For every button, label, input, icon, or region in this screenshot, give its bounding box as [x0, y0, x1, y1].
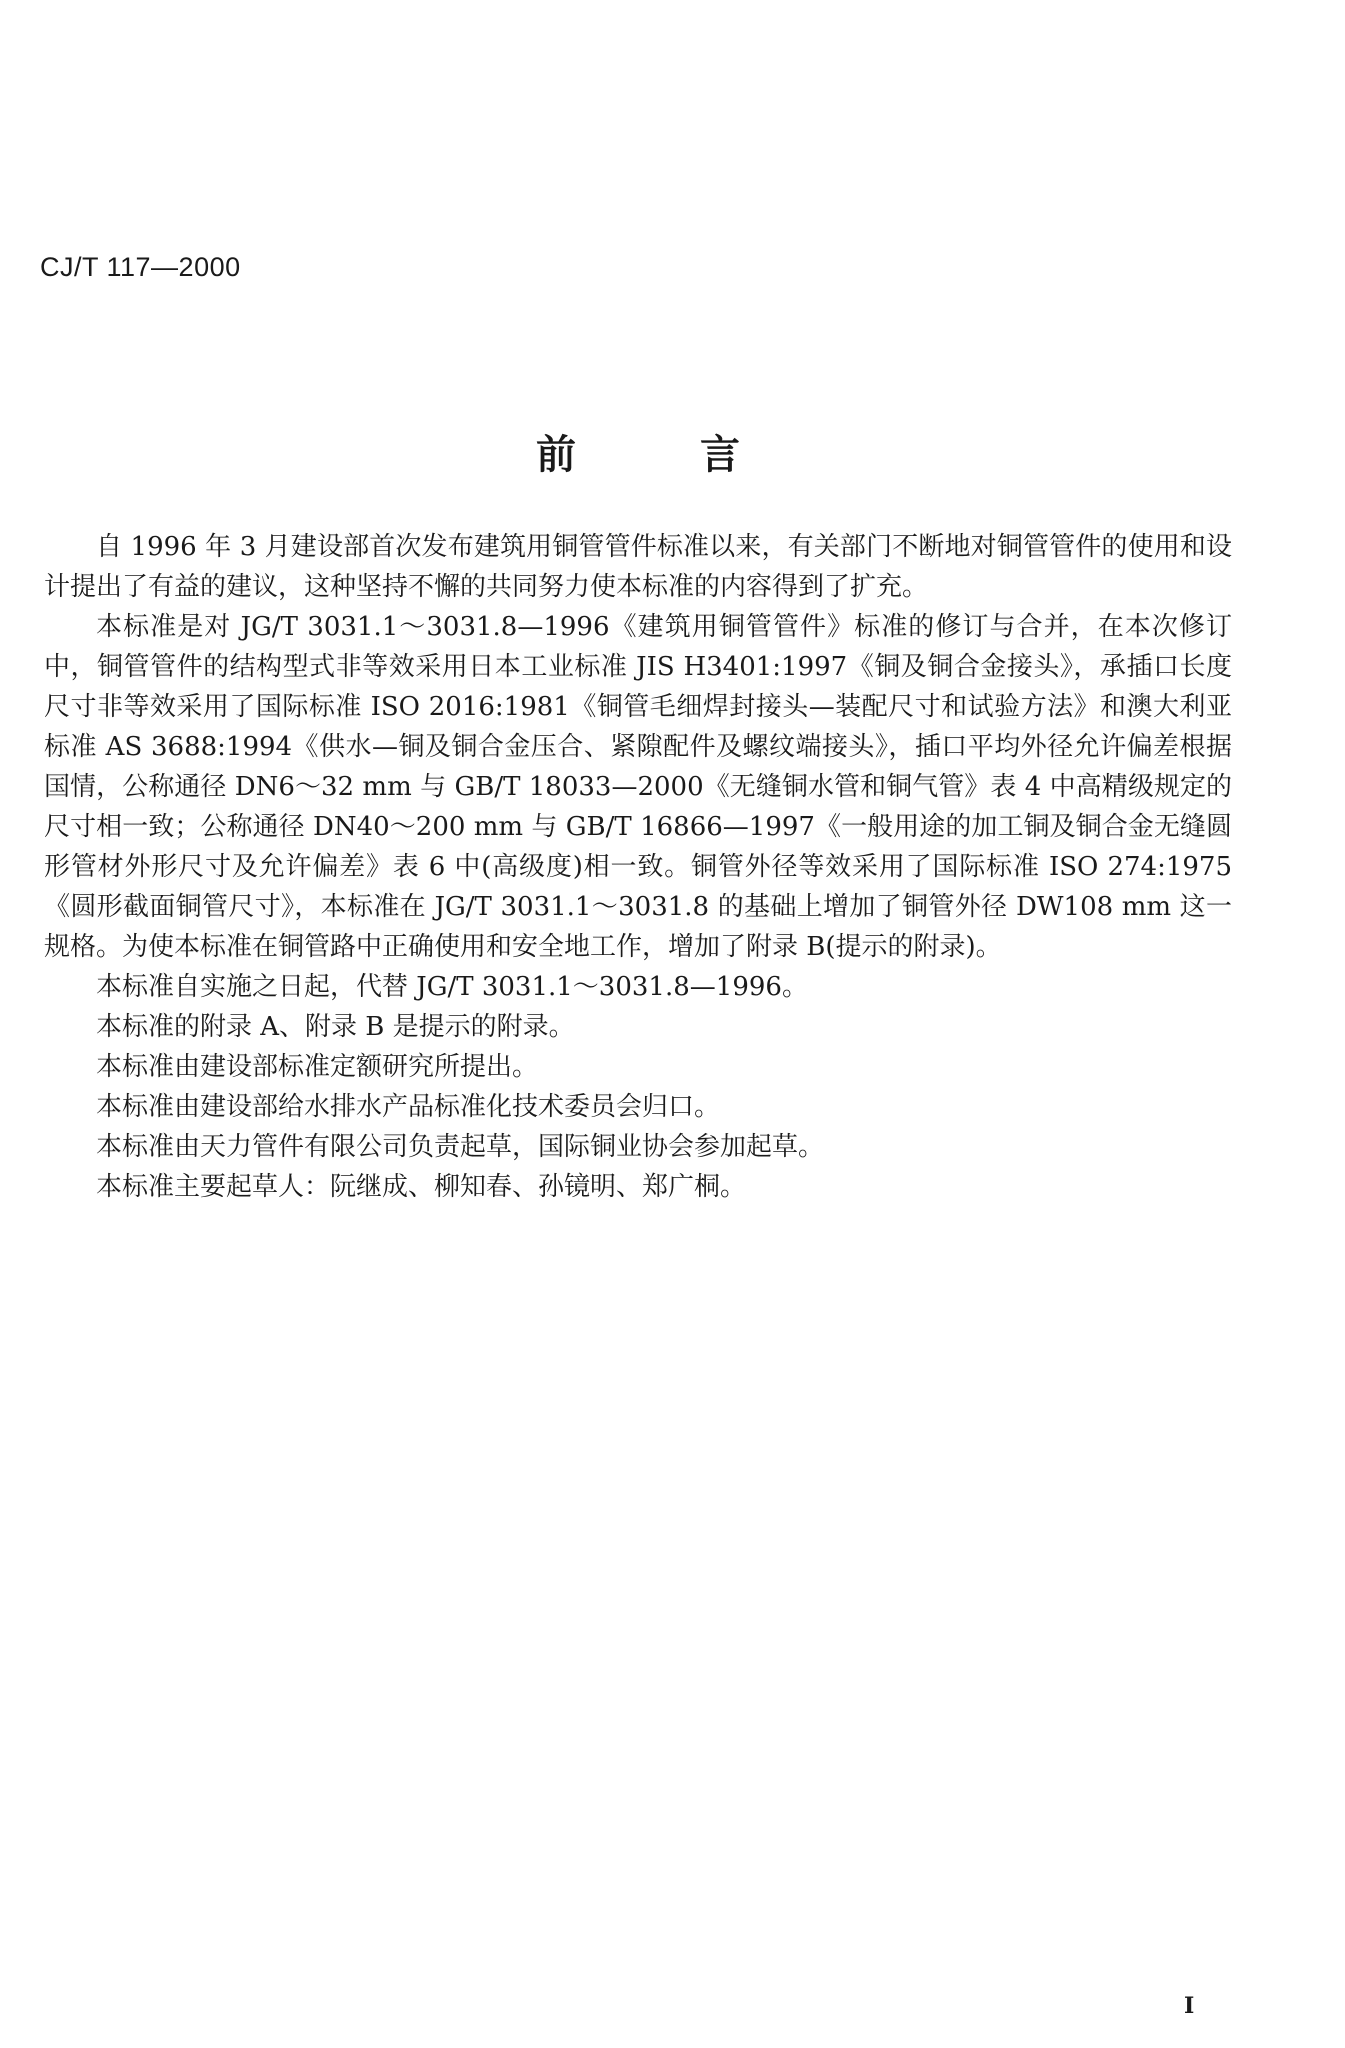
paragraph-drafting-org: 本标准由天力管件有限公司负责起草，国际铜业协会参加起草。: [96, 1132, 825, 1162]
standard-code: CJ/T 117—2000: [40, 252, 241, 282]
page-number: I: [1184, 1993, 1195, 2019]
paragraph-proposer: 本标准由建设部标准定额研究所提出。: [96, 1052, 539, 1082]
paragraph-appendices: 本标准的附录 A、附录 B 是提示的附录。: [96, 1012, 575, 1042]
paragraph-drafters: 本标准主要起草人：阮继成、柳知春、孙镜明、郑广桐。: [96, 1172, 747, 1202]
paragraph-intro: 自 1996 年 3 月建设部首次发布建筑用铜管管件标准以来，有关部门不断地对铜管管件的使用和设计提出了有益的建议，这种坚持不懈的共同努力使本标准的内容得到了扩充。: [44, 532, 1232, 602]
paragraph-committee: 本标准由建设部给水排水产品标准化技术委员会归口。: [96, 1092, 721, 1122]
paragraph-replacement: 本标准自实施之日起，代替 JG/T 3031.1～3031.8—1996。: [96, 972, 808, 1002]
paragraph-revision: 本标准是对 JG/T 3031.1～3031.8—1996《建筑用铜管管件》标准的修订与合并，在本次修订中，铜管管件的结构型式非等效采用日本工业标准 JIS H3401:1997《铜及铜合金接头》，承插口长度尺寸非等效采用了国际标准 ISO 2016:1981《铜管毛细焊封接头—装配尺寸和试验方法》和澳大利亚标准 AS 3688:1994《供水—铜及铜合金压合、紧隙配件及螺纹端接头》，插口平均外径允许偏差根据国情，公称通径 DN6～32 mm 与 GB/T 18033—2000《无缝铜水管和铜气管》表 4 中高精级规定的尺寸相一致；公称通径 DN40～200 mm 与 GB/T 16866—1997《一般用途的加工铜及铜合金无缝圆形管材外形尺寸及允许偏差》表 6 中(高级度)相一致。铜管外径等效采用了国际标准 ISO 274:1975《圆形截面铜管尺寸》，本标准在 JG/T 3031.1～3031.8 的基础上增加了铜管外径 DW108 mm 这一规格。为使本标准在铜管路中正确使用和安全地工作，增加了附录 B(提示的附录)。: [44, 612, 1232, 962]
title-char-1: 前: [536, 432, 576, 478]
page-title: [536, 423, 740, 480]
title-char-2: 言: [700, 432, 740, 478]
